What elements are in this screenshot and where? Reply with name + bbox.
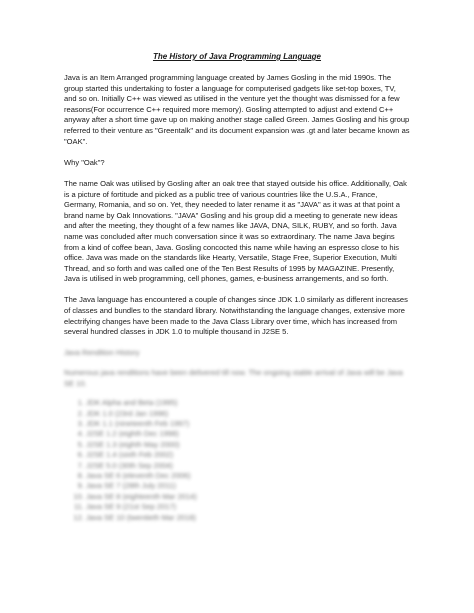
paragraph-changes: The Java language has encountered a couple of changes since JDK 1.0 similarly as different increases of classes and bundles to the standard library. Notwithstanding the language changes, extensive more electrifying changes have been made to the Java Class Library over time, which has increased from several hundred classes in JDK 1.0 to multiple thousand in J2SE 5. — [64, 295, 408, 337]
document-title: The History of Java Programming Language — [152, 52, 322, 61]
document-body — [64, 52, 410, 523]
version-list-item: 5. J2SE 1.3 (eighth May 2000) — [86, 440, 410, 450]
version-list-item: 1. JDK Alpha and Beta (1995) — [86, 398, 410, 408]
version-list-item: 7. J2SE 5.0 (30th Sep 2004) — [86, 461, 410, 471]
version-list-item: 9. Java SE 7 (28th July 2011) — [86, 481, 410, 491]
version-list-item: 11. Java SE 9 (21st Sep 2017) — [86, 502, 410, 512]
paragraph-why-oak: Why "Oak"? — [64, 157, 105, 167]
version-list-item: 8. Java SE 6 (eleventh Dec 2006) — [86, 471, 410, 481]
version-list-item: 6. J2SE 1.4 (sixth Feb 2002) — [86, 450, 410, 460]
paragraph-oak-name: The name Oak was utilised by Gosling after an oak tree that stayed outside his office. Additionally, Oak is a picture of fortitude and picked as a public tree of various countries like the U.S.A., France, Germany, Romania, and so on. Yet, they needed to later rename it as "JAVA" as it was at that point a brand name by Oak Innovations. "JAVA" Gosling and his group did a meeting to generate new ideas and after the meeting, they thought of a few names like JAVA, DNA, SILK, RUBY, and so forth. Java name was concluded after much conversation since it was so extraordinary. The name Java begins from a kind of coffee bean, Java. Gosling concocted this name while having an espresso close to his office. Java was made on the standards like Hearty, Versatile, Stage Free, Superior Execution, Multi Thread, and so forth and was called one of the Ten Best Results of 1995 by MAGAZINE. Presently, Java is utilised in web programming, cell phones, games, e-business arrangements, and so forth. — [64, 178, 407, 284]
version-list-item: 12. Java SE 10 (twentieth Mar 2018) — [86, 513, 410, 523]
version-list-item: 10. Java SE 8 (eighteenth Mar 2014) — [86, 492, 410, 502]
blurred-section — [64, 348, 410, 523]
blurred-intro: Numerous java renditions have been delivered till now. The ongoing stable arrival of Java will be Java SE 10. — [64, 368, 403, 388]
version-list — [64, 398, 410, 523]
blurred-heading: Java Rendition History — [64, 348, 140, 358]
version-list-item: 3. JDK 1.1 (nineteenth Feb 1997) — [86, 419, 410, 429]
version-list-item: 4. J2SE 1.2 (eighth Dec 1998) — [86, 429, 410, 439]
paragraph-intro: Java is an Item Arranged programming language created by James Gosling in the mid 1990s. The group started this undertaking to foster a language for computerised gadgets like set-top boxes, TV, and so on. Initially C++ was viewed as utilised in the venture yet the thought was dismissed for a few reasons(For occurrence C++ required more memory). Gosling attempted to adjust and extend C++ anyway after a short time gave up on making another stage called Green. James Gosling and his group referred to their venture as "Greentalk" and its document expansion was .gt and later became known as "OAK". — [64, 73, 410, 146]
version-list-item: 2. JDK 1.0 (23rd Jan 1996) — [86, 409, 410, 419]
